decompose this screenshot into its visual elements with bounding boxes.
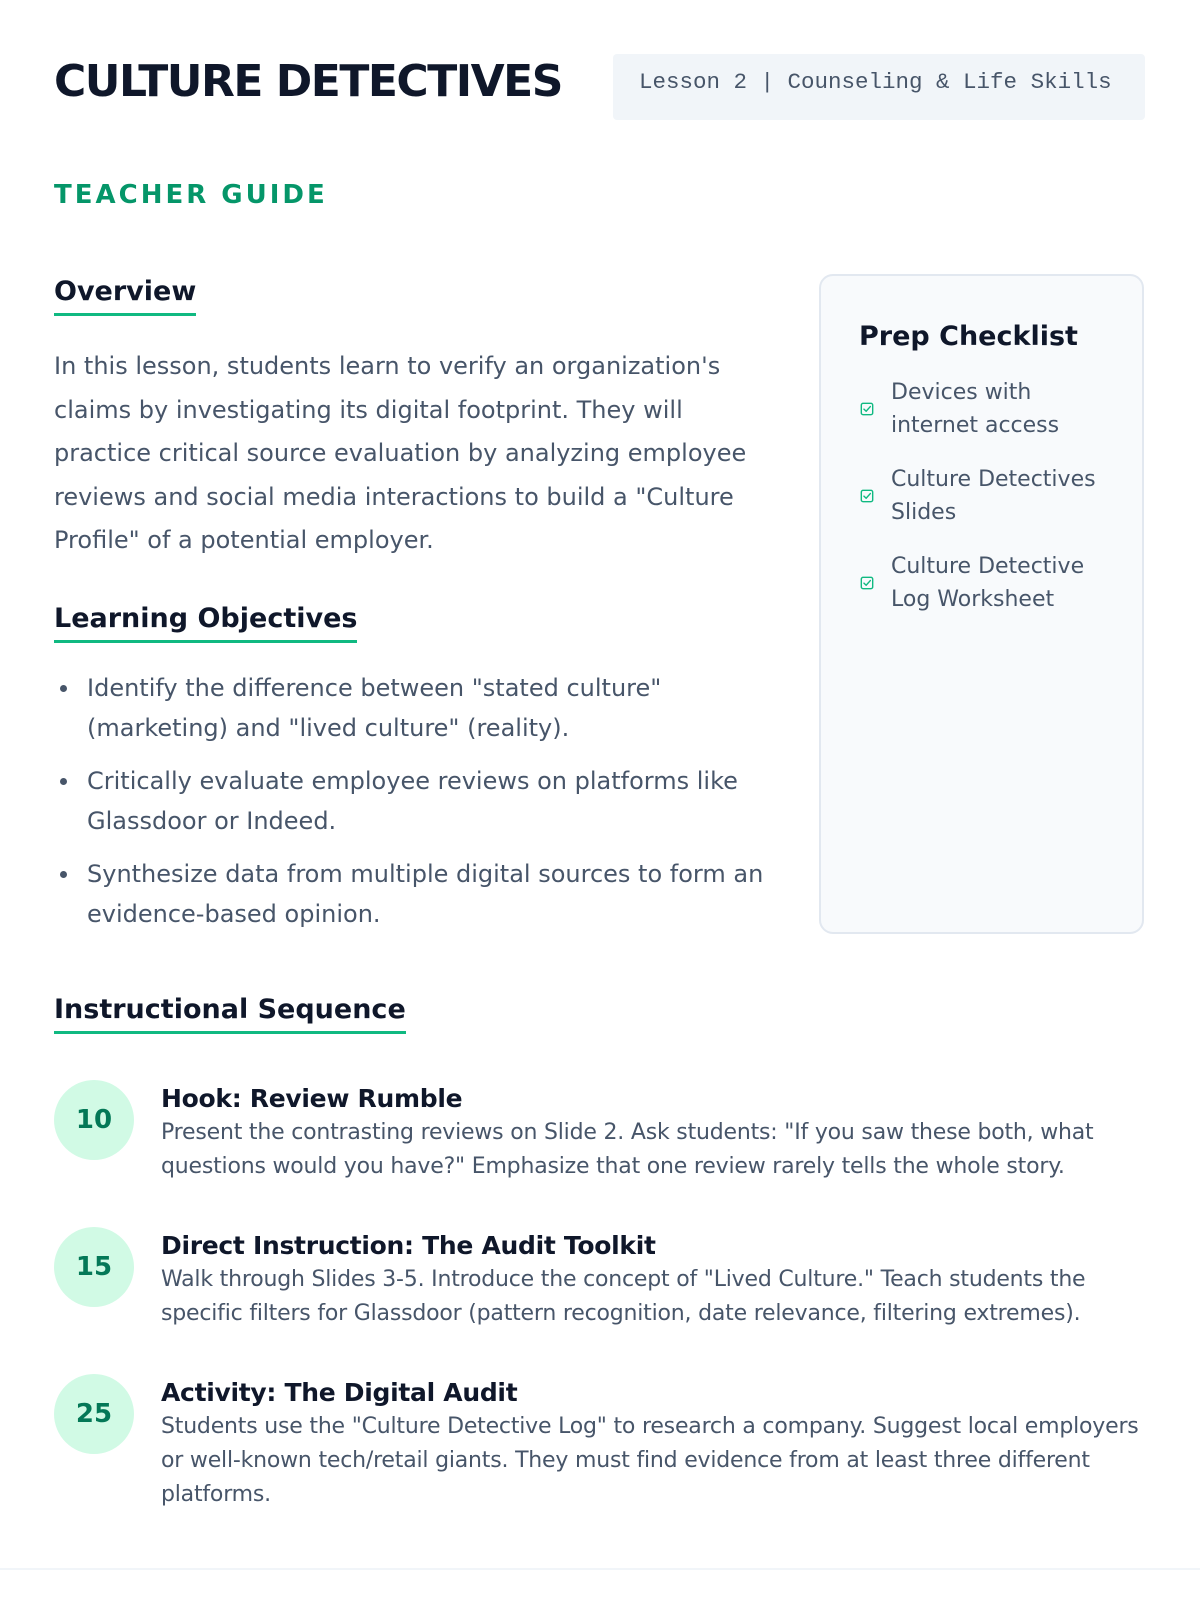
bullet-icon (60, 871, 67, 878)
list-item (859, 376, 1104, 442)
step-body (161, 1082, 1146, 1184)
footer-divider (0, 1568, 1200, 1570)
sequence-step (54, 1227, 1146, 1374)
teacher-guide-page (54, 0, 1146, 1600)
prep-checklist-card (819, 274, 1144, 934)
step-title: Direct Instruction: The Audit Toolkit (161, 1231, 656, 1260)
objective-text: Identify the difference between "stated culture" (marketing) and "lived culture" (reality). (87, 674, 662, 742)
list-item (54, 854, 774, 934)
checklist (859, 376, 1104, 616)
sequence-step (54, 1374, 1146, 1521)
step-body (161, 1229, 1146, 1331)
minutes-badge: 15 (54, 1227, 134, 1307)
list-item (54, 668, 774, 748)
minutes-badge: 25 (54, 1374, 134, 1454)
bullet-icon (60, 685, 67, 692)
checklist-title: Prep Checklist (859, 321, 1078, 352)
checklist-item-text: Culture Detectives Slides (891, 467, 1096, 525)
check-square-icon (859, 489, 875, 503)
list-item (54, 761, 774, 841)
page-title: CULTURE DETECTIVES (54, 56, 562, 107)
objectives-list (54, 668, 774, 947)
step-description: Walk through Slides 3-5. Introduce the concept of "Lived Culture." Teach students the specific filters for Glassdoor (pattern recognition, date relevance, filtering extremes). (161, 1267, 1086, 1326)
objective-text: Synthesize data from multiple digital sources to form an evidence-based opinion. (87, 860, 764, 928)
bullet-icon (60, 778, 67, 785)
step-title: Activity: The Digital Audit (161, 1378, 518, 1407)
check-square-icon (859, 402, 875, 416)
lesson-tag: Lesson 2 | Counseling & Life Skills (613, 54, 1145, 120)
minutes-badge: 10 (54, 1080, 134, 1160)
sequence-heading: Instructional Sequence (54, 993, 406, 1034)
step-body (161, 1376, 1146, 1512)
page-subtitle: TEACHER GUIDE (54, 180, 328, 210)
step-description: Present the contrasting reviews on Slide 2. Ask students: "If you saw these both, what questions would you have?" Emphasize that one review rarely tells the whole story. (161, 1120, 1094, 1179)
overview-text: In this lesson, students learn to verify an organization's claims by investigating its digital footprint. They will practice critical source evaluation by analyzing employee reviews and social media interactions to build a "Culture Profile" of a potential employer. (54, 352, 747, 554)
checklist-item-text: Devices with internet access (891, 380, 1060, 438)
step-title: Hook: Review Rumble (161, 1084, 463, 1113)
sequence-step (54, 1080, 1146, 1227)
list-item (859, 463, 1104, 529)
objective-text: Critically evaluate employee reviews on platforms like Glassdoor or Indeed. (87, 767, 738, 835)
overview-heading: Overview (54, 275, 196, 316)
list-item (859, 550, 1104, 616)
objectives-heading: Learning Objectives (54, 602, 357, 643)
checklist-item-text: Culture Detective Log Worksheet (891, 554, 1085, 612)
step-description: Students use the "Culture Detective Log" to research a company. Suggest local employers or well-known tech/retail giants. They must find evidence from at least three different platforms. (161, 1414, 1139, 1507)
check-square-icon (859, 576, 875, 590)
instructional-sequence (54, 1080, 1146, 1521)
